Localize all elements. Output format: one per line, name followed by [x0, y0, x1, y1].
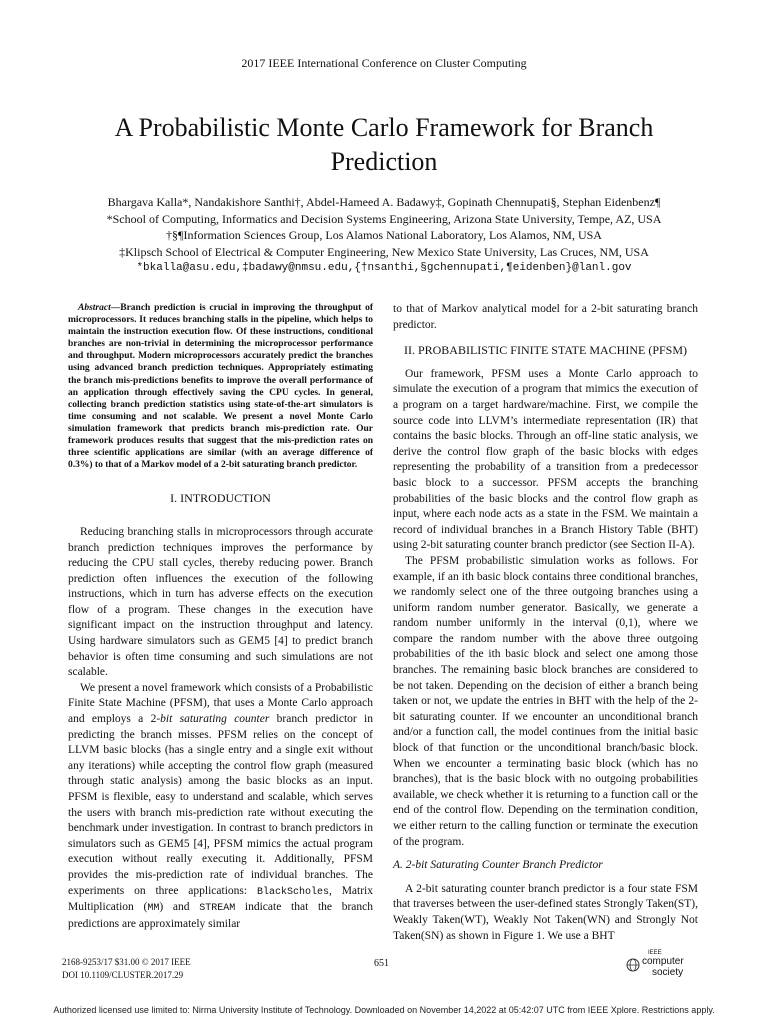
abstract-text: —Branch prediction is crucial in improving the throughput of microprocessors. It reduces branching stalls in the pipeline, which helps to maintain the instruction execution flow. Of these instructions, conditional branches are non-trivial in determining the microprocessor performance and throughput. Modern microprocessors accurately predict the branches using advanced branch prediction techniques. Appropriately estimating the branch mis-predictions benefits to improve the overall performance of an application through effectively saving the CPU cycles. In general, collecting branch prediction statistics using state-of-the-art simulators is time consuming and not scalable. We present a novel Monte Carlo simulation framework that predicts branch mis-prediction rate. Our framework produces results that suggest that the mis-prediction rates on three scientific applications are similar (with an average difference of 0.3%) to that of a Markov model of a 2-bit saturating branch predictor.	[68, 303, 373, 471]
right-column	[393, 302, 698, 944]
abstract	[68, 302, 373, 471]
license-notice: Authorized licensed use limited to: Nirma University Institute of Technology. Downloaded on November 14,2022 at 05:42:07 UTC from IEEE Xplore. Restrictions apply.	[53, 1005, 715, 1015]
affiliation-lanl: †§¶Information Sciences Group, Los Alamos National Laboratory, Los Alamos, NM, USA	[166, 228, 602, 242]
left-column	[68, 302, 373, 932]
app-stream: STREAM	[199, 903, 236, 915]
globe-icon	[626, 958, 640, 972]
intro-paragraph-1: Reducing branching stalls in microprocessors through accurate branch prediction techniques improves the performance by reducing the CPU stall cycles, thereby reducing power. Branch prediction often influences the execution of the following instructions, which in turn has adverse effects on the execution flow of a program. These changes in the execution have significant impact on the instruction throughput and latency. Using hardware simulators such as GEM5 [4] to predict branch behavior is often time consuming and such simulations are not scalable.	[68, 525, 373, 679]
logo-ieee-text: IEEE	[648, 950, 662, 956]
footer-doi: DOI 10.1109/CLUSTER.2017.29	[62, 970, 184, 980]
intro-p2-part-b: branch predictor in predicting the branch misses. PFSM relies on the concept of LLVM basic blocks (has a single entry and a single exit without any iterations) while accepting the control flow graph (measured through static analysis) among the basic blocks as an input. PFSM is flexible, easy to understand and scalable, which serves the users with branch mis-prediction rate without executing the benchmark under investigation. In contrast to branch predictors in simulators such as GEM5 [4], PFSM mimics the actual program execution without really executing it. Additionally, PFSM provides the mis-prediction rate of individual branches. The experiments on three applications:	[68, 713, 373, 897]
app-mm: MM	[147, 903, 160, 915]
pfsm-paragraph-1: Our framework, PFSM uses a Monte Carlo approach to simulate the execution of a program that mimics the execution of a program on a target hardware/machine. First, we compile the source code into LLVM’s intermediate representation (IR) that contains the basic blocks. Through an off-line static analysis, we derive the control flow graph of the basic blocks with edges representing the probability of a transition from a predecessor basic block to a successor. PFSM accepts the branching probabilities of the basic blocks and the control flow graph as input, where each node acts as a state in the FSM. We maintain a record of individual branches in a Branch History Table (BHT) using 2-bit saturating counter branch predictor (see Section II-A).	[393, 367, 698, 552]
section-heading-pfsm: II. PROBABILISTIC FINITE STATE MACHINE (PFSM)	[403, 343, 688, 358]
logo-society-text: society	[652, 967, 684, 978]
footer-issn: 2168-9253/17 $31.00 © 2017 IEEE	[62, 957, 191, 967]
paper-title: A Probabilistic Monte Carlo Framework for Branch Prediction	[114, 113, 654, 176]
intro-p2-part-c: , Matrix Multiplication (	[68, 884, 373, 914]
subsection-paragraph-1: A 2-bit saturating counter branch predictor is a four state FSM that traverses between the user-defined states Strongly Taken(ST), Weakly Taken(WT), Weakly Not Taken(WN) and Strongly Not Taken(SN) as shown in Figure 1. We use a BHT	[393, 882, 698, 942]
intro-p2-part-e: indicate that the branch predictions are approximately similar	[68, 901, 374, 930]
page-number: 651	[374, 958, 389, 969]
footer-publication-info	[62, 956, 191, 982]
continued-paragraph: to that of Markov analytical model for a 2-bit saturating branch predictor.	[393, 303, 698, 331]
intro-p2-part-a: We present a novel framework which consists of a Probabilistic Finite State Machine (PFSM), that uses a Monte Carlo approach and employs a 2-	[68, 681, 373, 726]
affiliation-nmsu: ‡Klipsch School of Electrical & Computer Engineering, New Mexico State University, Las Cruces, NM, USA	[119, 244, 649, 259]
author-emails: *bkalla@asu.edu,‡badawy@nmsu.edu,{†nsanthi,§gchennupati,¶eidenben}@lanl.gov	[136, 262, 632, 274]
intro-paragraph-2	[68, 681, 373, 933]
intro-p2-emphasis: bit saturating counter	[160, 713, 270, 726]
abstract-label: Abstract	[78, 303, 111, 313]
author-block	[30, 194, 738, 277]
affiliation-asu: *School of Computing, Informatics and Decision Systems Engineering, Arizona State University, Tempe, AZ, USA	[106, 211, 662, 226]
logo-computer-text: computer	[642, 956, 684, 967]
section-heading-introduction: I. INTRODUCTION	[170, 491, 271, 506]
computer-society-logo	[626, 950, 706, 980]
author-list: Bhargava Kalla*, Nandakishore Santhi†, Abdel-Hameed A. Badawy‡, Gopinath Chennupati§, Stephan Eidenbenz¶	[107, 195, 661, 209]
conference-header: 2017 IEEE International Conference on Cluster Computing	[241, 56, 527, 70]
intro-p2-part-d: ) and	[159, 901, 200, 914]
subsection-heading-2bit: A. 2-bit Saturating Counter Branch Predictor	[393, 859, 603, 872]
app-blackscholes: BlackScholes	[256, 886, 329, 898]
pfsm-paragraph-2: The PFSM probabilistic simulation works as follows. For example, if an ith basic block contains three conditional branches, we randomly select one of the three outgoing branches using a uniform random number generator. Basically, we generate a random number uniformly in the interval (0,1), where we compare the random number with the above three outgoing probabilities of the ith basic block and select one among those branches. The remaining basic block branches are considered to be not taken. Depending on the decision of either a branch being taken or not, we update the entries in BHT with the help of the 2-bit saturating counter. If we encounter an unconditional branch and/or a function call, the model continues from the initial basic block of that function or the unconditional branch/basic block. When we encounter a terminating basic block (which has no branches), that is the basic block with no outgoing probabilities available, we check whether it is returning to a function call or the end of the control flow. Depending on the termination condition, we either return to the calling function or terminate the execution of the program.	[393, 554, 698, 848]
